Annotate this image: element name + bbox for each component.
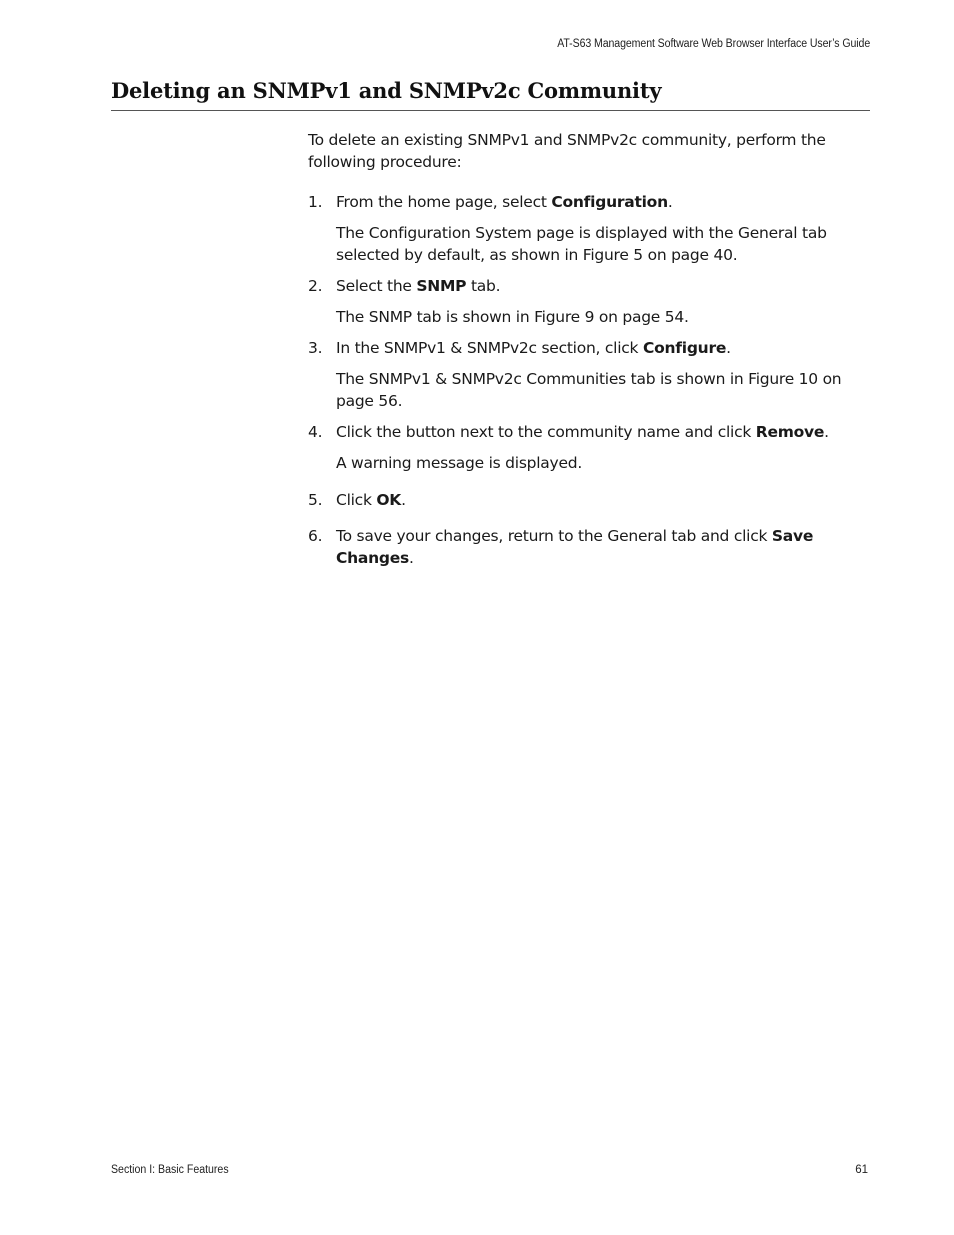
step-note: A warning message is displayed. [336,454,583,472]
step-number: 4. [308,423,323,441]
step-note: The Configuration System page is displayed with the General tab selected by default, as shown in Figure 5 on page 40. [336,224,827,264]
step-5 [308,489,853,511]
ui-term: Save Changes [336,527,814,567]
footer-page-number: 61 [855,1164,868,1176]
ui-term: Remove [755,423,825,441]
ui-term: Configure [642,339,727,357]
running-header: AT-S63 Management Software Web Browser Interface User’s Guide [557,38,870,50]
section-title: Deleting an SNMPv1 and SNMPv2c Community [111,78,662,103]
step-instruction: Click OK. [336,491,406,509]
step-2 [308,275,853,328]
step-1 [308,191,853,266]
footer-section-label: Section I: Basic Features [111,1164,229,1176]
step-number: 6. [308,527,323,545]
ui-term: SNMP [416,277,467,295]
ui-term: Configuration [551,193,668,211]
step-number: 3. [308,339,323,357]
step-number: 1. [308,193,323,211]
step-4 [308,421,853,474]
step-instruction: Click the button next to the community name and click Remove. [336,423,829,441]
step-3 [308,337,853,412]
step-instruction: To save your changes, return to the General tab and click Save Changes. [336,527,814,567]
step-instruction: From the home page, select Configuration. [336,193,673,211]
intro-paragraph: To delete an existing SNMPv1 and SNMPv2c community, perform the following procedure: [308,131,826,171]
step-6 [308,525,853,569]
step-note: The SNMP tab is shown in Figure 9 on page 54. [336,308,689,326]
step-note: The SNMPv1 & SNMPv2c Communities tab is shown in Figure 10 on page 56. [336,370,842,410]
title-divider [111,110,870,111]
step-instruction: In the SNMPv1 & SNMPv2c section, click Configure. [336,339,731,357]
ui-term: OK [376,491,402,509]
step-instruction: Select the SNMP tab. [336,277,501,295]
procedure-content [308,129,853,569]
step-number: 2. [308,277,323,295]
step-number: 5. [308,491,323,509]
procedure-steps [308,191,853,569]
